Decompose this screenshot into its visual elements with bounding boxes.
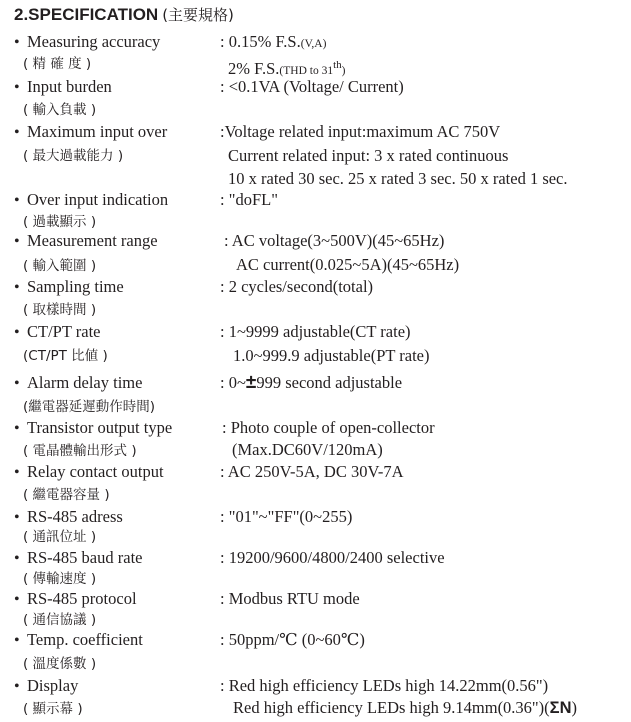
bullet-icon: • [14,678,20,695]
spec-value: (Max.DC60V/120mA) [232,440,383,459]
section-title-chinese: (主要規格) [162,6,234,24]
spec-label-chinese: ( 繼電器容量 ) [23,487,110,503]
spec-label-chinese: ( 取樣時間 ) [23,302,97,318]
spec-value: : Red high efficiency LEDs high 14.22mm(0.56") [220,676,549,695]
spec-label: Display [27,676,79,695]
spec-value: 10 x rated 30 sec. 25 x rated 3 sec. 50 x rated 1 sec. [228,169,568,188]
spec-value: : 50ppm/℃ (0~60℃) [220,630,365,649]
bullet-icon: • [14,591,20,608]
spec-label: Transistor output type [27,418,173,437]
spec-label-chinese: ( 傳輸速度 ) [23,571,97,587]
spec-label: Alarm delay time [27,373,143,392]
bullet-icon: • [14,192,20,209]
spec-label-chinese: (CT/PT 比値 ) [23,348,108,364]
spec-value: :Voltage related input:maximum AC 750V [220,122,501,141]
bullet-icon: • [14,420,20,437]
bullet-icon: • [14,550,20,567]
spec-label-chinese: ( 精 確 度 ) [23,56,92,72]
spec-value: : 1~9999 adjustable(CT rate) [220,322,411,341]
section-heading [14,5,234,26]
spec-value: 2% F.S.(THD to 31th) [228,59,346,78]
spec-value: : 0~±999 second adjustable [220,372,403,393]
spec-value: : AC 250V-5A, DC 30V-7A [220,462,404,481]
spec-value: Red high efficiency LEDs high 9.14mm(0.36")(ΣN) [233,698,577,717]
bullet-icon: • [14,34,20,51]
spec-value: Current related input: 3 x rated continuous [228,146,509,165]
spec-value: : "doFL" [220,190,278,209]
spec-value: : AC voltage(3~500V)(45~65Hz) [224,231,445,250]
spec-label: Measurement range [27,231,158,250]
spec-label: RS-485 protocol [27,589,137,608]
bullet-icon: • [14,124,20,141]
spec-label-chinese: ( 輸入範圍 ) [23,258,97,274]
bullet-icon: • [14,233,20,250]
bullet-icon: • [14,509,20,526]
spec-value: : 2 cycles/second(total) [220,277,374,296]
spec-label: RS-485 baud rate [27,548,143,567]
section-title: 2.SPECIFICATION [14,5,159,24]
bullet-icon: • [14,464,20,481]
spec-label: Measuring accuracy [27,32,161,51]
spec-label-chinese: ( 通訊位址 ) [23,529,97,545]
bullet-icon: • [14,279,20,296]
spec-label: Maximum input over [27,122,168,141]
spec-label-chinese: ( 最大過載能力 ) [23,148,124,164]
spec-value: : <0.1VA (Voltage/ Current) [220,77,404,96]
spec-label: Input burden [27,77,112,96]
spec-value: : 0.15% F.S.(V,A) [220,32,327,51]
bullet-icon: • [14,632,20,649]
spec-value: : "01"~"FF"(0~255) [220,507,353,526]
spec-label-chinese: ( 通信協議 ) [23,612,97,628]
bullet-icon: • [14,79,20,96]
spec-value: 1.0~999.9 adjustable(PT rate) [233,346,430,365]
spec-label: Relay contact output [27,462,164,481]
spec-value: : 19200/9600/4800/2400 selective [220,548,445,567]
spec-label-chinese: ( 電晶體輸出形式 ) [23,443,137,459]
spec-label-chinese: ( 輸入負載 ) [23,102,97,118]
spec-label: Sampling time [27,277,124,296]
spec-label-chinese: ( 顯示幕 ) [23,701,83,717]
spec-label-chinese: (繼電器延遲動作時間) [23,399,156,415]
sigma-n-icon: ΣN [549,699,572,717]
spec-label-chinese: ( 溫度係數 ) [23,656,97,672]
spec-label: Temp. coefficient [27,630,143,649]
bullet-icon: • [14,324,20,341]
plus-minus-symbol: ± [245,372,257,393]
spec-label: CT/PT rate [27,322,101,341]
spec-label: Over input indication [27,190,169,209]
spec-value: : Photo couple of open-collector [222,418,435,437]
spec-label: RS-485 adress [27,507,123,526]
spec-label-chinese: ( 過載顯示 ) [23,214,97,230]
spec-value: AC current(0.025~5A)(45~65Hz) [236,255,460,274]
bullet-icon: • [14,375,20,392]
spec-value: : Modbus RTU mode [220,589,360,608]
